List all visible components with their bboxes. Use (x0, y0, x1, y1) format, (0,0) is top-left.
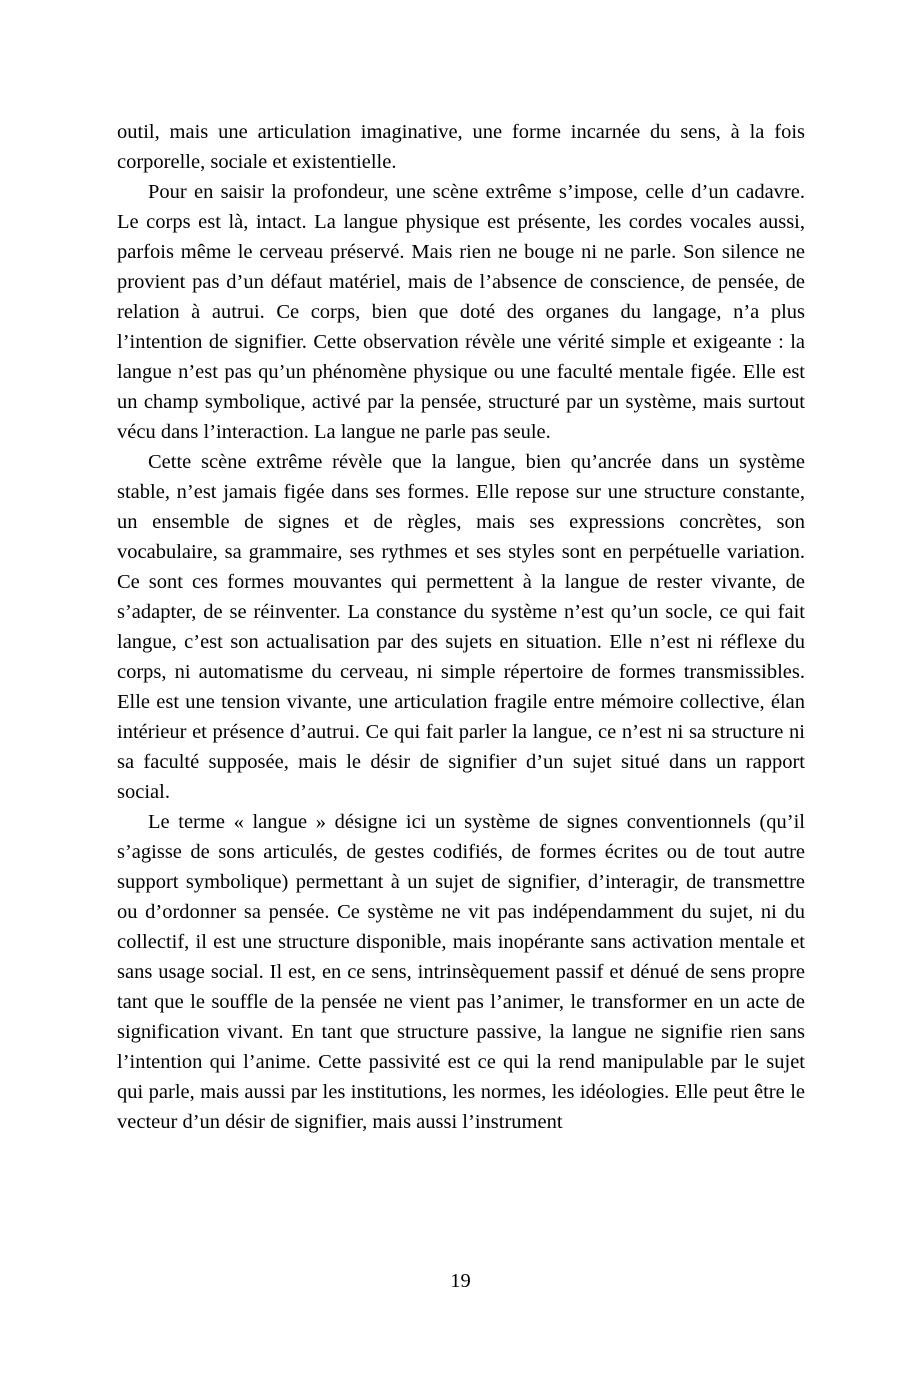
page-number: 19 (450, 1270, 471, 1292)
paragraph-4: Le terme « langue » désigne ici un système de signes conventionnels (qu’il s’agisse de sons articulés, de gestes codifiés, de formes écrites ou de tout autre support symbolique) permettant à un sujet de signifier, d’interagir, de transmettre ou d’ordonner sa pensée. Ce système ne vit pas indépendamment du sujet, ni du collectif, il est une structure disponible, mais inopérante sans activation mentale et sans usage social. Il est, en ce sens, intrinsèquement passif et dénué de sens propre tant que le souffle de la pensée ne vient pas l’animer, le transformer en un acte de signification vivant. En tant que structure passive, la langue ne signifie rien sans l’intention qui l’anime. Cette passivité est ce qui la rend manipulable par le sujet qui parle, mais aussi par les institutions, les normes, les idéologies. Elle peut être le vecteur d’un désir de signifier, mais aussi l’instrument (117, 811, 805, 1133)
paragraph-2: Pour en saisir la profondeur, une scène extrême s’impose, celle d’un cadavre. Le corps est là, intact. La langue physique est présente, les cordes vocales aussi, parfois même le cerveau préservé. Mais rien ne bouge ni ne parle. Son silence ne provient pas d’un défaut matériel, mais de l’absence de conscience, de pensée, de relation à autrui. Ce corps, bien que doté des organes du langage, n’a plus l’intention de signifier. Cette observation révèle une vérité simple et exigeante : la langue n’est pas qu’un phénomène physique ou une faculté mentale figée. Elle est un champ symbolique, activé par la pensée, structuré par un système, mais surtout vécu dans l’interaction. La langue ne parle pas seule. (117, 181, 805, 443)
paragraph-1: outil, mais une articulation imaginative, une forme incarnée du sens, à la fois corporelle, sociale et existentielle. (117, 121, 805, 173)
page-body (117, 117, 805, 1137)
paragraph-3: Cette scène extrême révèle que la langue, bien qu’ancrée dans un système stable, n’est jamais figée dans ses formes. Elle repose sur une structure constante, un ensemble de signes et de règles, mais ses expressions concrètes, son vocabulaire, sa grammaire, ses rythmes et ses styles sont en perpétuelle variation. Ce sont ces formes mouvantes qui permettent à la langue de rester vivante, de s’adapter, de se réinventer. La constance du système n’est qu’un socle, ce qui fait langue, c’est son actualisation par des sujets en situation. Elle n’est ni réflexe du corps, ni automatisme du cerveau, ni simple répertoire de formes transmissibles. Elle est une tension vivante, une articulation fragile entre mémoire collective, élan intérieur et présence d’autrui. Ce qui fait parler la langue, ce n’est ni sa structure ni sa faculté supposée, mais le désir de signifier d’un sujet situé dans un rapport social. (117, 451, 805, 803)
